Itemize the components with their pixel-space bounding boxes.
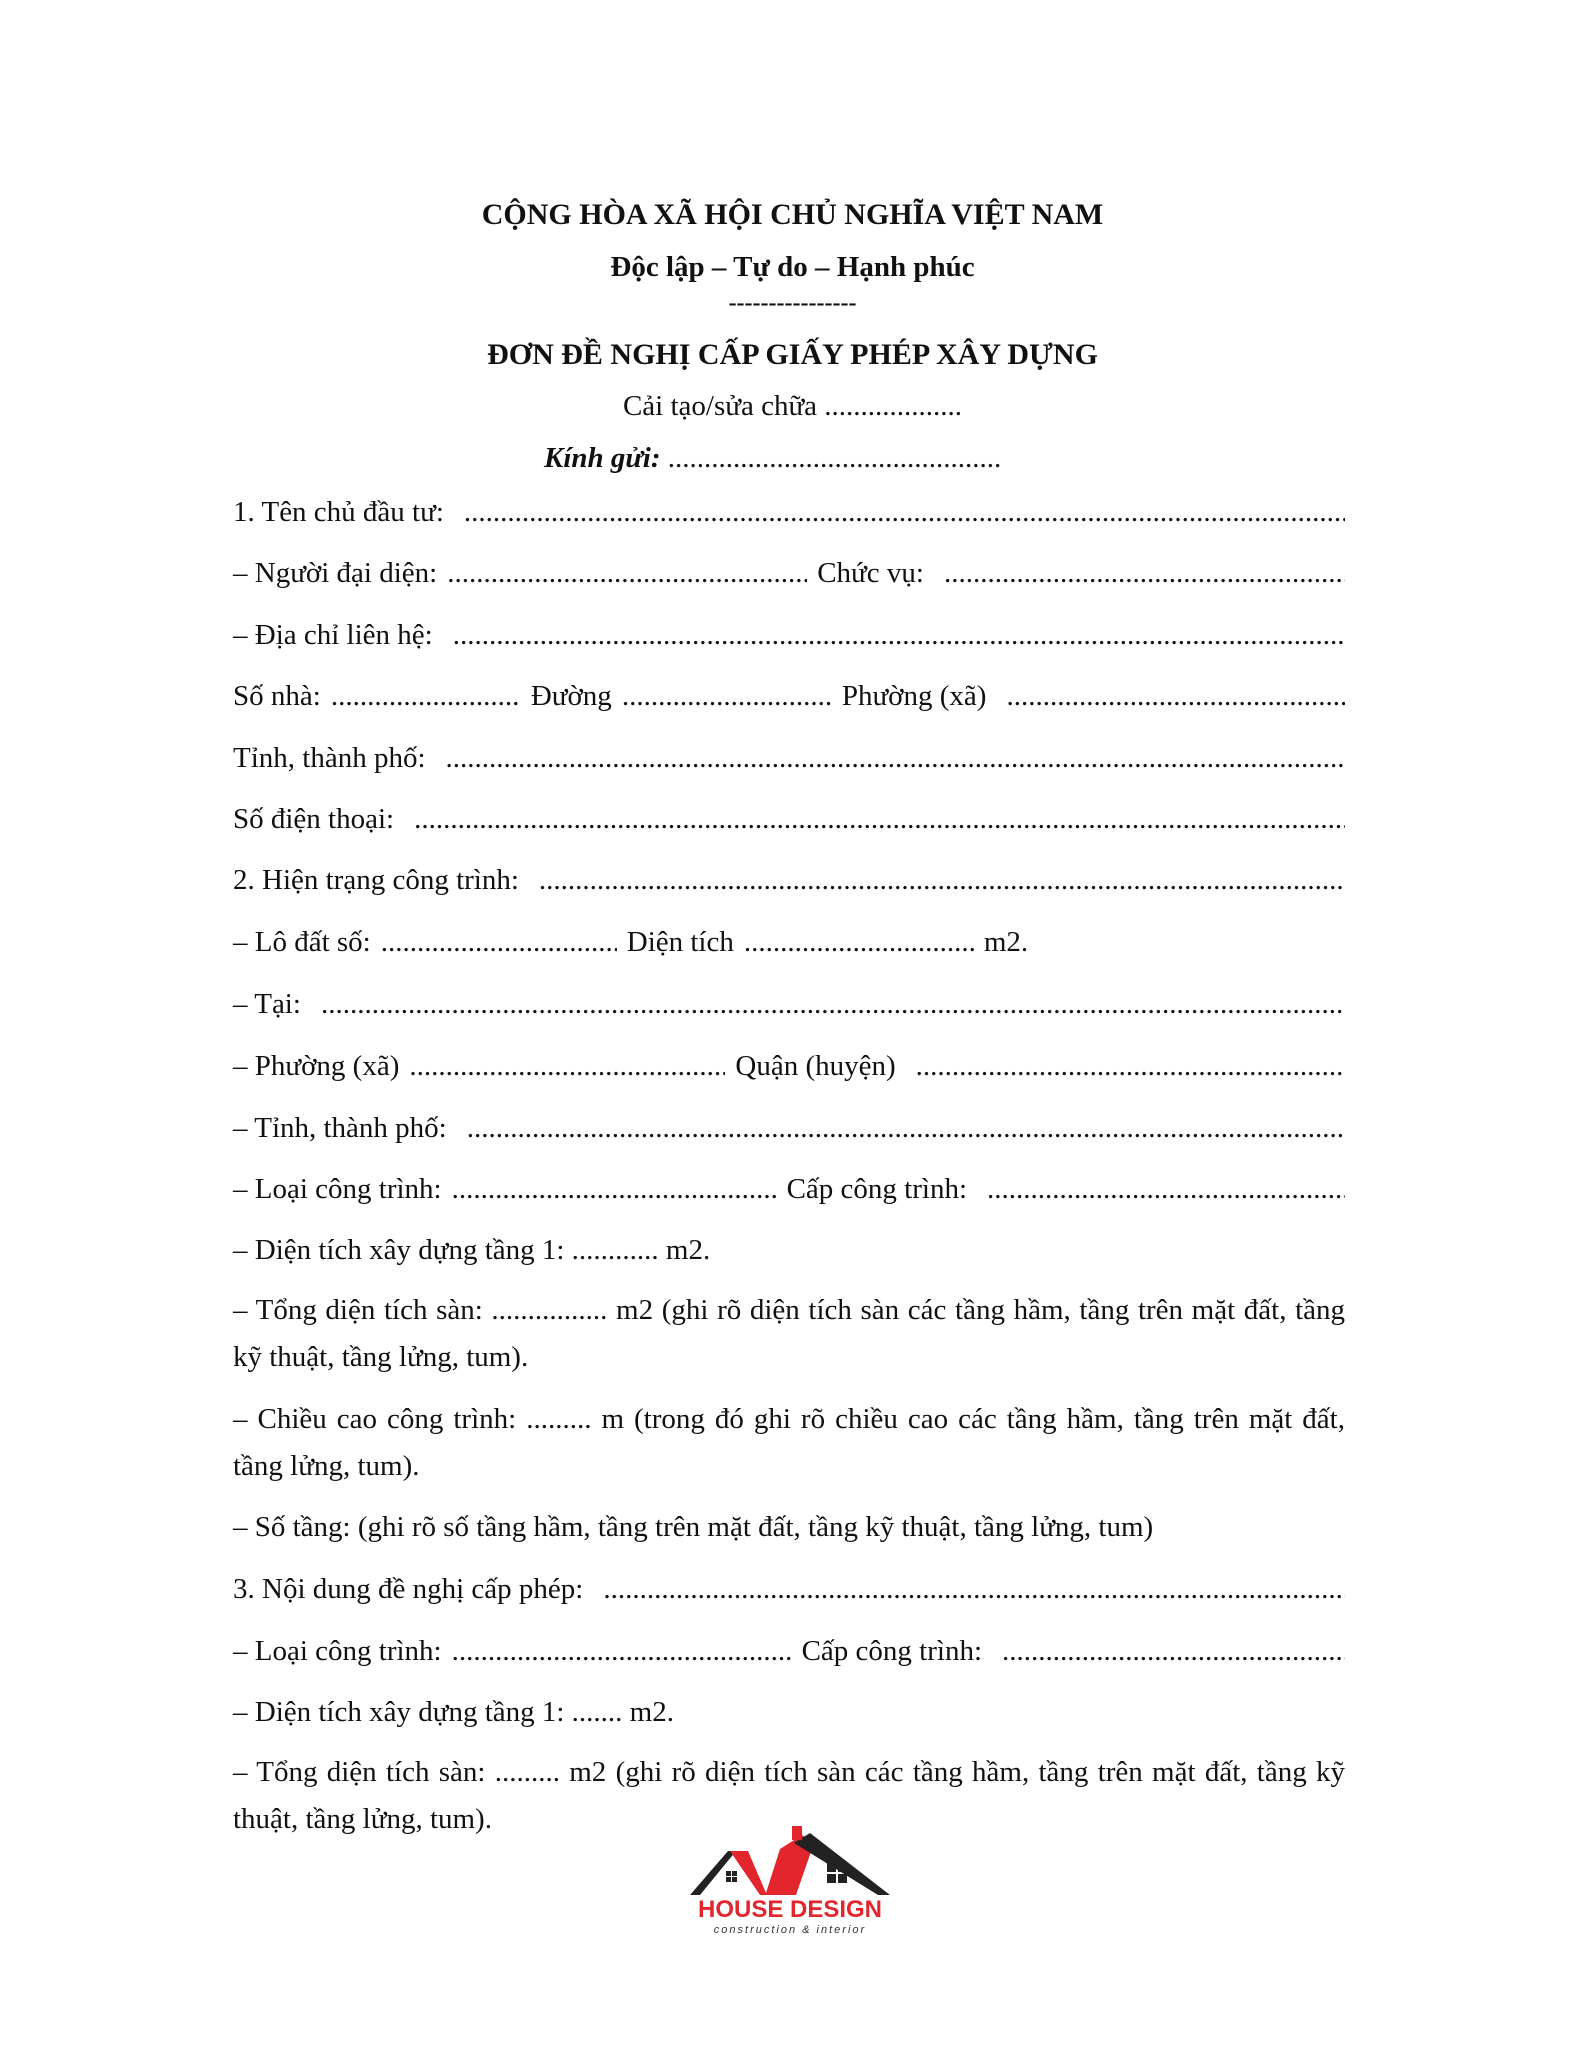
house-number-label: Số nhà: — [233, 680, 321, 712]
floor-count-text: – Số tầng: (ghi rõ số tầng hầm, tầng trên mặt đất, tầng kỹ thuật, tầng lửng, tum) — [233, 1511, 1154, 1543]
ward-district-line — [233, 1050, 1345, 1090]
fill-dots — [467, 1112, 1345, 1145]
investor-name-line — [233, 496, 1345, 536]
province-label: Tỉnh, thành phố: — [233, 742, 426, 774]
building-grade-label: Cấp công trình: — [786, 1173, 968, 1205]
window-icon — [838, 1874, 847, 1883]
phone-label: Số điện thoại: — [233, 803, 395, 835]
country-heading: CỘNG HÒA XÃ HỘI CHỦ NGHĨA VIỆT NAM — [481, 198, 1104, 231]
street-label: Đường — [530, 680, 612, 712]
total-floor-area-paragraph: – Tổng diện tích sàn: ................ m2 (ghi rõ diện tích sàn các tầng hầm, tầng trên mặt đất, tầng kỹ thuật, tầng lửng, tum). — [233, 1294, 1345, 1373]
header-separator: ---------------- — [728, 290, 857, 316]
window-icon — [838, 1863, 847, 1872]
area-unit: m2. — [983, 926, 1029, 958]
window-icon — [726, 1871, 731, 1876]
fill-dots — [916, 1050, 1345, 1083]
building-type-label: – Loại công trình: — [233, 1635, 442, 1667]
fill-dots — [321, 988, 1345, 1021]
fill-dots — [447, 557, 807, 590]
proposed-ground-floor-area-line — [233, 1696, 1345, 1736]
ground-floor-area-text: – Diện tích xây dựng tầng 1: ............ m2. — [233, 1234, 711, 1266]
ward-label: Phường (xã) — [841, 680, 987, 712]
representative-line — [233, 557, 1345, 597]
representative-label: – Người đại diện: — [233, 557, 438, 589]
permit-content-line — [233, 1573, 1345, 1613]
fill-dots — [331, 680, 521, 713]
fill-dots — [381, 926, 617, 959]
current-state-line — [233, 864, 1345, 904]
logo-brand: HOUSE DESIGN — [697, 1896, 883, 1923]
fill-dots — [539, 864, 1345, 897]
contact-address-line — [233, 619, 1345, 659]
recipient-label: Kính gửi: — [544, 442, 661, 474]
window-icon — [732, 1877, 737, 1882]
fill-dots — [409, 1050, 725, 1083]
building-height-paragraph: – Chiều cao công trình: ......... m (trong đó ghi rõ chiều cao các tầng hầm, tầng trên mặt đất, tầng lửng, tum). — [233, 1403, 1345, 1482]
fill-dots — [414, 803, 1345, 836]
logo-tagline: construction & interior — [713, 1924, 867, 1936]
phone-line — [233, 803, 1345, 843]
chimney-icon — [792, 1826, 802, 1840]
proposed-building-type-line — [233, 1635, 1345, 1675]
recipient-dots: .............................................. — [667, 442, 1002, 474]
document-subtitle: Cải tạo/sửa chữa ................... — [622, 390, 963, 422]
fill-dots — [1006, 680, 1345, 713]
district-label: Quận (huyện) — [735, 1050, 896, 1082]
location-line — [233, 988, 1345, 1028]
lot-number-label: – Lô đất số: — [233, 926, 371, 958]
location-label: – Tại: — [233, 988, 301, 1020]
street-address-line — [233, 680, 1345, 720]
position-label: Chức vụ: — [817, 557, 924, 589]
ground-floor-area-line — [233, 1234, 1345, 1274]
floor-count-line — [233, 1511, 1345, 1551]
recipient-line — [544, 442, 1001, 475]
proposed-total-floor-area-paragraph: – Tổng diện tích sàn: ......... m2 (ghi rõ diện tích sàn các tầng hầm, tầng trên mặt đất, tầng kỹ thuật, tầng lửng, tum). — [233, 1756, 1345, 1835]
contact-address-label: – Địa chỉ liên hệ: — [233, 619, 433, 651]
building-grade-label: Cấp công trình: — [801, 1635, 983, 1667]
fill-dots — [944, 557, 1345, 590]
building-type-line — [233, 1173, 1345, 1213]
fill-dots — [452, 1635, 792, 1668]
window-icon — [726, 1877, 731, 1882]
province-line-2 — [233, 1112, 1345, 1152]
fill-dots — [1002, 1635, 1345, 1668]
province-label: – Tỉnh, thành phố: — [233, 1112, 447, 1144]
investor-name-label: 1. Tên chủ đầu tư: — [233, 496, 444, 528]
building-type-label: – Loại công trình: — [233, 1173, 442, 1205]
motto: Độc lập – Tự do – Hạnh phúc — [610, 251, 975, 283]
province-line — [233, 742, 1345, 782]
fill-dots — [622, 680, 832, 713]
fill-dots — [744, 926, 974, 959]
fill-dots — [987, 1173, 1345, 1206]
fill-dots — [446, 742, 1345, 775]
window-icon — [827, 1874, 836, 1883]
fill-dots — [464, 496, 1345, 529]
fill-dots — [452, 1173, 777, 1206]
window-icon — [827, 1863, 836, 1872]
document-title: ĐƠN ĐỀ NGHỊ CẤP GIẤY PHÉP XÂY DỰNG — [487, 338, 1098, 371]
ward-label: – Phường (xã) — [233, 1050, 400, 1082]
ground-floor-area-text: – Diện tích xây dựng tầng 1: ....... m2. — [233, 1696, 674, 1728]
fill-dots — [603, 1573, 1345, 1606]
fill-dots — [453, 619, 1345, 652]
permit-content-label: 3. Nội dung đề nghị cấp phép: — [233, 1573, 584, 1605]
current-state-label: 2. Hiện trạng công trình: — [233, 864, 519, 896]
window-icon — [732, 1871, 737, 1876]
lot-line — [233, 926, 1345, 966]
area-label: Diện tích — [626, 926, 734, 958]
